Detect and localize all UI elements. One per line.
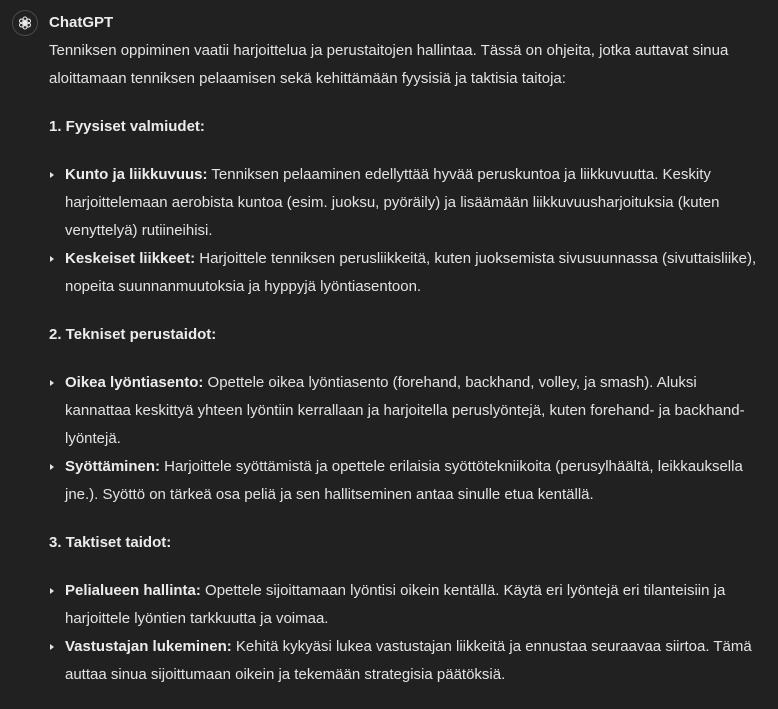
bullet-list (49, 369, 764, 509)
list-item-term: Vastustajan lukeminen: (65, 638, 232, 655)
list-item (49, 577, 764, 633)
list-item-text: Opettele oikea lyöntiasento (forehand, backhand, volley, ja smash). Aluksi kannattaa keskittyä yhteen lyöntiin kerrallaan ja harjoitella peruslyöntejä, kuten forehand- ja backhand-lyöntejä. (65, 374, 745, 447)
section-heading: 2. Tekniset perustaidot: (49, 326, 217, 343)
list-item (49, 245, 764, 301)
list-item-term: Kunto ja liikkuvuus: (65, 166, 208, 183)
section-heading: 3. Taktiset taidot: (49, 534, 172, 551)
list-item-term: Pelialueen hallinta: (65, 582, 201, 599)
bullet-list (49, 161, 764, 301)
message-author: ChatGPT (49, 14, 114, 31)
intro-paragraph: Tenniksen oppiminen vaatii harjoittelua ja perustaitojen hallintaa. Tässä on ohjeita, jotka auttavat sinua aloittamaan tenniksen pelaamisen sekä kehittämään fyysisiä ja taktisia taitoja: (49, 42, 729, 87)
list-item (49, 453, 764, 509)
message-content (49, 37, 764, 709)
list-item (49, 369, 764, 453)
list-item-term: Keskeiset liikkeet: (65, 250, 196, 267)
openai-logo-icon (12, 10, 38, 36)
list-item-term: Syöttäminen: (65, 458, 161, 475)
list-item-text: Kehitä kykyäsi lukea vastustajan liikkeitä ja ennustaa seuraavaa siirtoa. Tämä auttaa sinua sijoittumaan oikein ja tekemään strategisia päätöksiä. (65, 638, 752, 683)
list-item-text: Opettele sijoittamaan lyöntisi oikein kentällä. Käytä eri lyöntejä eri tilanteisiin ja harjoittele lyöntien tarkkuutta ja voimaa. (65, 582, 726, 627)
list-item-text: Tenniksen pelaaminen edellyttää hyvää peruskuntoa ja liikkuvuutta. Keskity harjoittelemaan aerobista kuntoa (esim. juoksu, pyöräily) ja lisäämään liikkuvuusharjoituksia (kuten venyttelyä) rutiineihisi. (65, 166, 720, 239)
list-item-term: Oikea lyöntiasento: (65, 374, 204, 391)
list-item-text: Harjoittele syöttämistä ja opettele erilaisia syöttötekniikoita (perusylhäältä, leikkauksella jne.). Syöttö on tärkeä osa peliä ja sen hallitseminen antaa sinulle etua kentällä. (65, 458, 743, 503)
list-item (49, 633, 764, 689)
section-heading: 1. Fyysiset valmiudet: (49, 118, 205, 135)
list-item (49, 161, 764, 245)
bullet-list (49, 577, 764, 689)
list-item-text: Harjoittele tenniksen perusliikkeitä, kuten juoksemista sivusuunnassa (sivuttaisliike), nopeita suunnanmuutoksia ja hyppyjä lyöntiasentoon. (65, 250, 757, 295)
